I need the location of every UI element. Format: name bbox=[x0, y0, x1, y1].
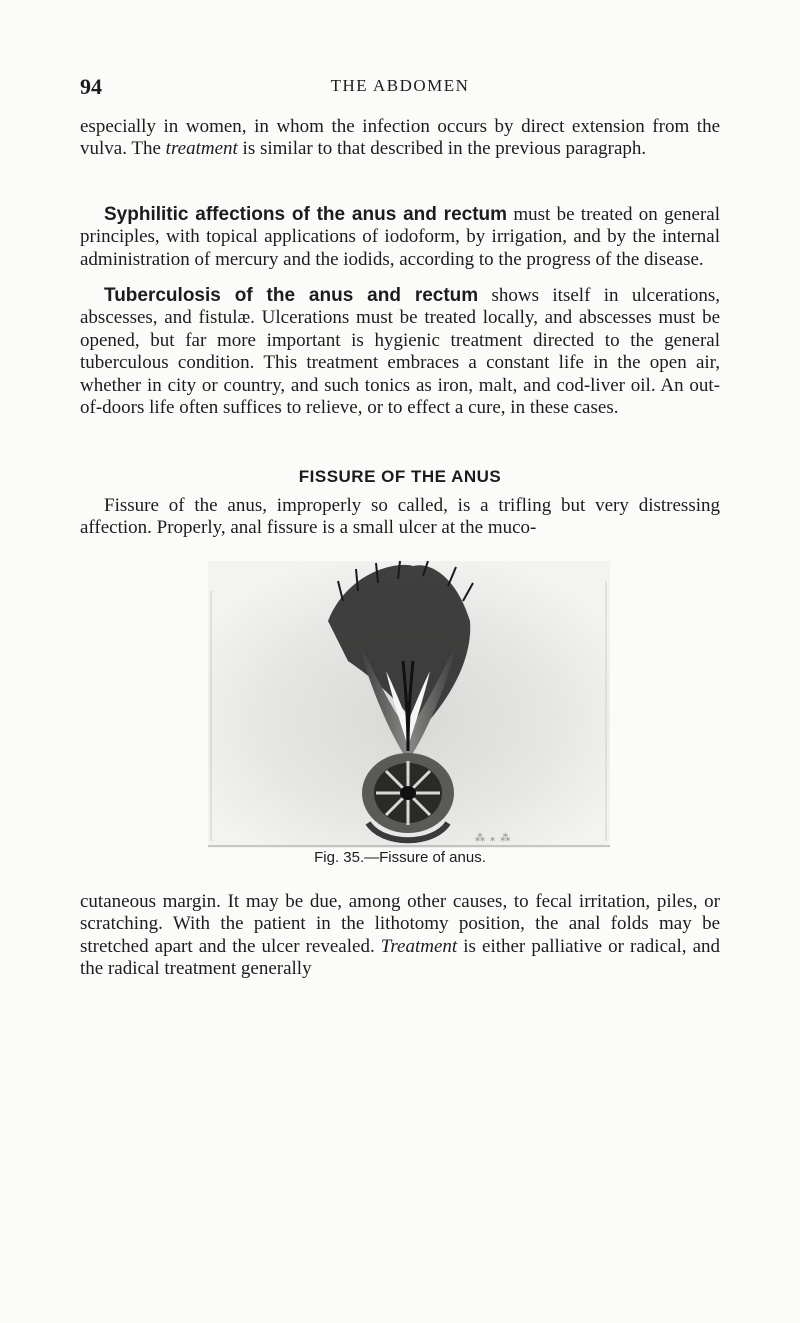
figure-caption: Fig. 35.—Fissure of anus. bbox=[314, 849, 486, 866]
section-heading: FISSURE OF THE ANUS bbox=[298, 467, 502, 486]
text-run: Fissure of the anus, improperly so called, is a trifling but very distressing affection. Properly, anal fissure is a small ulcer at the muco- bbox=[80, 495, 720, 539]
page-header bbox=[80, 74, 720, 102]
emphasis-treatment: treatment bbox=[165, 138, 238, 160]
paragraph-fissure-continuation bbox=[80, 891, 720, 981]
text-run: cutaneous margin. It may be due, among other causes, to fecal irritation, piles, or scratching. With the patient in the lithotomy position, the anal folds may be stretched apart and the ulcer revealed. bbox=[80, 891, 720, 957]
paragraph-continuation bbox=[80, 116, 720, 161]
photograph-illustration bbox=[208, 561, 610, 848]
running-title: THE ABDOMEN bbox=[330, 76, 470, 95]
text-run: shows itself in ulcerations, abscesses, and fistulæ. Ulcerations must be treated locally, and abscesses must be opened, but far more important is hygienic treatment directed to the general tuberculous condition. This treatment embraces a constant life in the open air, whether in city or country, and such tonics as iron, malt, and cod-liver oil. An out-of-doors life often suffices to relieve, or to effect a cure, in these cases. bbox=[80, 285, 720, 419]
text-run: especially in women, in whom the infection occurs by direct extension from the vulva. The bbox=[80, 116, 720, 160]
photo-inscription: ⁂ ⁎ ⁂ bbox=[475, 833, 512, 844]
page-number: 94 bbox=[80, 74, 102, 99]
paragraph-syphilitic-affections bbox=[80, 204, 720, 271]
paragraph-lead-heading: Tuberculosis of the anus and rectum bbox=[104, 285, 479, 306]
paragraph-fissure-intro bbox=[80, 495, 720, 540]
emphasis-treatment: Treatment bbox=[380, 935, 458, 957]
text-run: must be treated on general principles, with topical applications of iodoform, by irrigation, and by the internal administration of mercury and the iodids, according to the progress of the disease. bbox=[80, 204, 720, 270]
anatomical-photograph bbox=[208, 561, 610, 848]
paragraph-tuberculosis bbox=[80, 285, 720, 419]
text-run: is either palliative or radical, and the radical treatment generally bbox=[80, 935, 720, 980]
paragraph-lead-heading: Syphilitic affections of the anus and rectum bbox=[104, 204, 508, 225]
text-run: is similar to that described in the previous paragraph. bbox=[237, 138, 647, 160]
